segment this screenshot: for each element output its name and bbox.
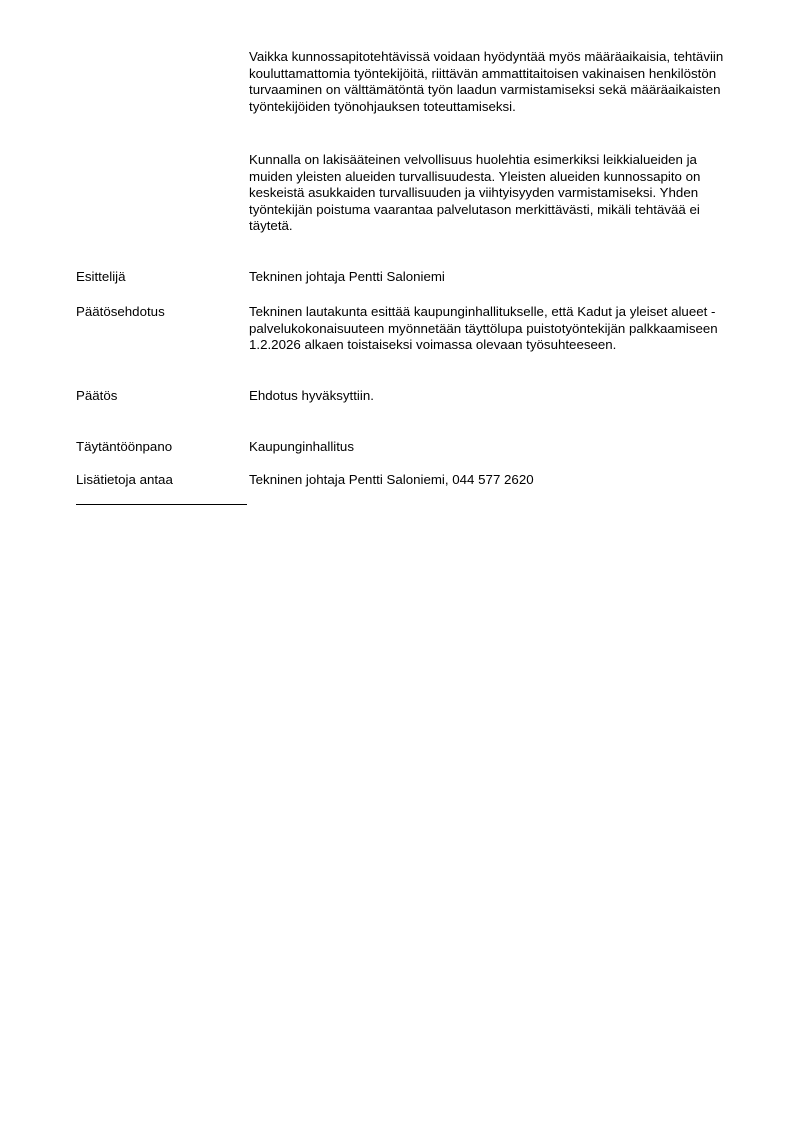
esittelija-value: Tekninen johtaja Pentti Saloniemi (249, 269, 445, 284)
paatos-value: Ehdotus hyväksyttiin. (249, 388, 374, 403)
footer-divider (76, 504, 247, 505)
section-paatosehdotus (76, 304, 736, 352)
intro-paragraph-2: Kunnalla on lakisääteinen velvollisuus huolehtia esimerkiksi leikkialueiden ja muiden yleisten alueiden turvallisuudesta. Yleisten alueiden kunnossapito on keskeistä asukkaiden turvallisuuden ja viihtyisyyden varmistamiseksi. Yhden työntekijän poistuma vaarantaa palvelutason merkittävästi, mikäli tehtävää ei täytetä. (249, 152, 701, 233)
section-taytantoonpano (76, 439, 736, 459)
intro-paragraph-1: Vaikka kunnossapitotehtävissä voidaan hyödyntää myös määräaikaisia, tehtäviin kouluttamattomia työntekijöitä, riittävän ammattitaitoisen vakinaisen henkilöstön turvaaminen on välttämätöntä työn laadun varmistamiseksi sekä määräaikaisten työntekijöiden työnohjauksen toteuttamiseksi. (249, 49, 724, 114)
lisatietoja-label: Lisätietoja antaa (76, 472, 173, 487)
taytantoonpano-label: Täytäntöönpano (76, 439, 173, 454)
section-esittelija (76, 269, 736, 289)
lisatietoja-value: Tekninen johtaja Pentti Saloniemi, 044 577 2620 (249, 472, 534, 487)
section-paatos (76, 388, 736, 408)
paatosehdotus-label: Päätösehdotus (76, 304, 165, 319)
paatosehdotus-value: Tekninen lautakunta esittää kaupunginhallitukselle, että Kadut ja yleiset alueet -palvelukokonaisuuteen myönnetään täyttölupa puistotyöntekijän palkkaamiseen 1.2.2026 alkaen toistaiseksi voimassa olevaan työsuhteeseen. (249, 304, 718, 352)
esittelija-label: Esittelijä (76, 269, 126, 284)
paatos-label: Päätös (76, 388, 118, 403)
taytantoonpano-value: Kaupunginhallitus (249, 439, 354, 454)
section-lisatietoja (76, 472, 736, 492)
